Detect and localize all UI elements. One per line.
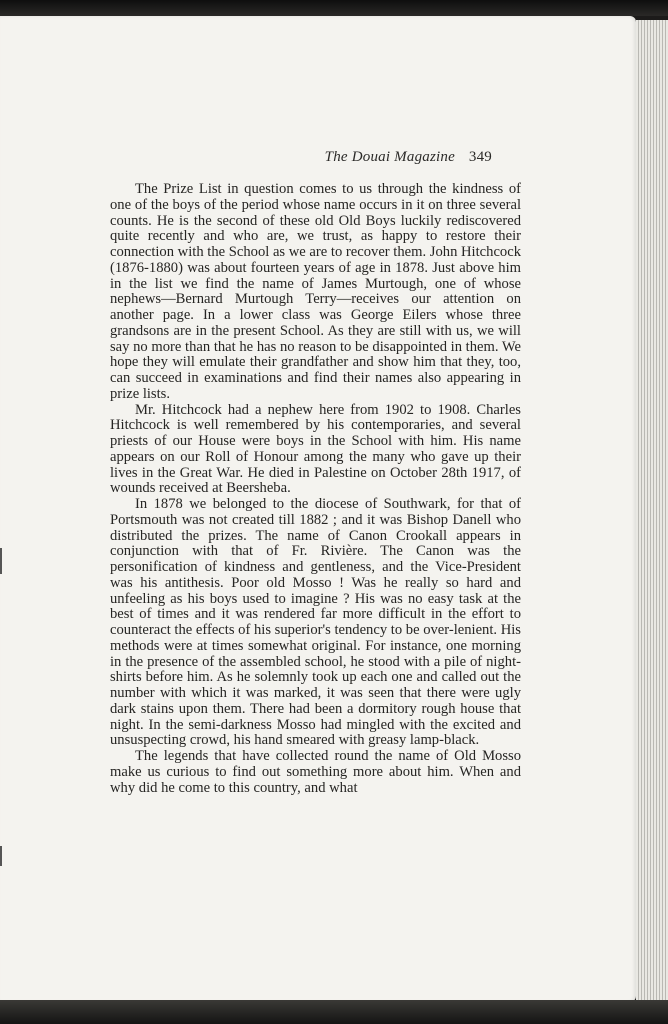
scan-bottom-border	[0, 1000, 668, 1024]
page-edges	[636, 20, 668, 1002]
running-head	[325, 149, 492, 166]
paragraph-prize-list: The Prize List in question comes to us through the kindness of one of the boys of the period whose name occurs in it on three several counts. He is the second of these old Old Boys luckily rediscovered quite recently and who are, we trust, as happy to restore their connection with the School as we are to recover them. John Hitchcock (1876-1880) was about fourteen years of age in 1878. Just above him in the list we find the name of James Murtough, one of whose nephews—Bernard Murtough Terry—receives our attention on another page. In a lower class was George Eilers whose three grandsons are in the present School. As they are still with us, we will say no more than that he has no reason to be disappointed in them. We hope they will emulate their grandfather and show him that they, too, can succeed in examinations and find their names also appearing in prize lists.	[110, 181, 521, 402]
scan-top-border	[0, 0, 668, 16]
paragraph-mosso: In 1878 we belonged to the diocese of Southwark, for that of Portsmouth was not created till 1882 ; and it was Bishop Danell who distributed the prizes. The name of Canon Crookall appears in conjunction with that of Fr. Rivière. The Canon was the personification of kindness and gentleness, and the Vice-President was his antithesis. Poor old Mosso ! Was he really so hard and unfeeling as his boys used to imagine ? His was no easy task at the best of times and it was rendered far more difficult in the effort to counteract the effects of his superior's tendency to be over-lenient. His methods were at times somewhat original. For instance, one morning in the presence of the assembled school, he stood with a pile of night-shirts before him. As he solemnly took up each one and called out the number with which it was marked, it was seen that there were ugly dark stains upon them. There had been a dormitory rough house that night. In the semi-darkness Mosso had mingled with the excited and unsuspecting crowd, his hand smeared with greasy lamp-black.	[110, 496, 521, 749]
gutter-mark	[0, 548, 2, 574]
paragraph-hitchcock-nephew: Mr. Hitchcock had a nephew here from 1902 to 1908. Charles Hitchcock is well remembered by his contemporaries, and several priests of our House were boys in the School with him. His name appears on our Roll of Honour among the many who gave up their lives in the Great War. He died in Palestine on October 28th 1917, of wounds received at Beersheba.	[110, 401, 521, 497]
gutter-mark	[0, 846, 2, 866]
article-body	[110, 182, 521, 796]
paragraph-legends: The legends that have collected round the name of Old Mosso make us curious to find out something more about him. When and why did he come to this country, and what	[110, 748, 521, 796]
book-page	[0, 16, 636, 1002]
page-number: 349	[468, 149, 492, 165]
magazine-title: The Douai Magazine	[324, 149, 455, 165]
